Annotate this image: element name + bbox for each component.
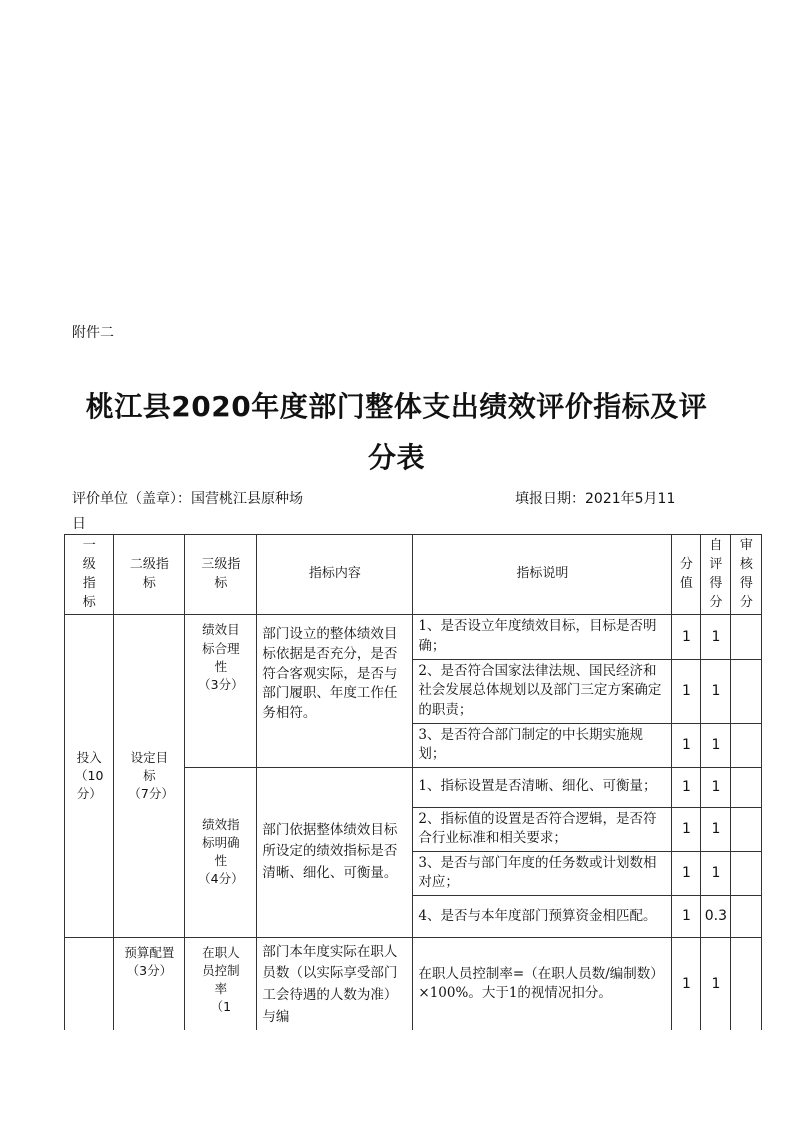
- audit-score-cell: [731, 723, 762, 767]
- desc-cell: 2、指标值的设置是否符合逻辑，是否符合行业标准和相关要求；: [413, 807, 672, 851]
- audit-score-cell: [731, 937, 762, 1030]
- desc-cell: 2、是否符合国家法律法规、国民经济和社会发展总体规划以及部门三定方案确定的职责；: [413, 659, 672, 723]
- self-score-cell: 1: [701, 767, 731, 807]
- self-score-cell: 1: [701, 807, 731, 851]
- sub-name: 在职人员控制率: [202, 944, 240, 997]
- audit-score-cell: [731, 767, 762, 807]
- score-cell: 1: [672, 895, 701, 937]
- desc-cell: 3、是否与部门年度的任务数或计划数相对应；: [413, 851, 672, 895]
- score-cell: 1: [672, 723, 701, 767]
- page-title-cont: 分表: [367, 441, 425, 474]
- sub-score: （3分）: [198, 676, 244, 692]
- self-score-cell: 1: [701, 659, 731, 723]
- audit-score-cell: [731, 615, 762, 659]
- score-cell: 1: [672, 937, 701, 1030]
- page-title: 桃江县2020年度部门整体支出绩效评价指标及评: [85, 390, 708, 423]
- score-cell: 1: [672, 767, 701, 807]
- group-name: 设定目标: [130, 749, 169, 784]
- audit-score-cell: [731, 659, 762, 723]
- self-score-cell: 1: [701, 723, 731, 767]
- audit-score-cell: [731, 851, 762, 895]
- header-level3: 三级指标: [185, 535, 257, 615]
- fill-date: 填报日期：2021年5月11: [515, 491, 676, 507]
- sub-content: 部门设立的整体绩效目标依据是否充分，是否符合客观实际，是否与部门履职、年度工作任务相符。: [257, 615, 413, 767]
- header-self: 自评得分: [701, 535, 731, 615]
- score-cell: 1: [672, 851, 701, 895]
- table-row: [65, 615, 762, 659]
- level1-score: （10分）: [75, 768, 104, 802]
- desc-cell: 在职人员控制率=（在职人员数/编制数）×100%。大于1的视情况扣分。: [413, 937, 672, 1030]
- score-cell: 1: [672, 807, 701, 851]
- attachment-label: 附件二: [72, 325, 114, 341]
- desc-cell: 3、是否符合部门制定的中长期实施规划；: [413, 723, 672, 767]
- group-score: （3分）: [126, 963, 173, 978]
- group-name: 预算配置: [124, 944, 175, 960]
- self-score-cell: 1: [701, 937, 731, 1030]
- header-level2: 二级指标: [114, 535, 185, 615]
- desc-cell: 1、是否设立年度绩效目标，目标是否明确；: [413, 615, 672, 659]
- self-score-cell: 0.3: [701, 895, 731, 937]
- eval-unit: 评价单位（盖章）：国营桃江县原种场: [72, 491, 303, 507]
- sub-content: 部门本年度实际在职人员数（以实际享受部门工会待遇的人数为准）与编: [257, 937, 413, 1030]
- sub-score: （1: [210, 999, 232, 1015]
- header-audit: 审核得分: [731, 535, 762, 615]
- audit-score-cell: [731, 807, 762, 851]
- sub-name: 绩效指标明确性: [202, 817, 240, 869]
- desc-cell: 4、是否与本年度部门预算资金相匹配。: [413, 895, 672, 937]
- sub-content: 部门依据整体绩效目标所设定的绩效指标是否清晰、细化、可衡量。: [257, 767, 413, 937]
- audit-score-cell: [731, 895, 762, 937]
- header-content: 指标内容: [257, 535, 413, 615]
- sub-name: 绩效目标合理性: [202, 622, 240, 674]
- level1-name: 投入: [76, 749, 102, 765]
- self-score-cell: 1: [701, 851, 731, 895]
- header-score: 分值: [672, 535, 701, 615]
- table-row: [65, 937, 762, 1030]
- group-score: （7分）: [128, 786, 174, 802]
- score-cell: 1: [672, 659, 701, 723]
- fill-date-cont: 日: [72, 516, 86, 532]
- sub-score: （4分）: [198, 871, 244, 887]
- self-score-cell: 1: [701, 615, 731, 659]
- score-cell: 1: [672, 615, 701, 659]
- header-desc: 指标说明: [413, 535, 672, 615]
- header-level1: 一级指标: [65, 535, 114, 615]
- header-row: [65, 535, 762, 615]
- desc-cell: 1、指标设置是否清晰、细化、可衡量；: [413, 767, 672, 807]
- score-table: [64, 534, 762, 1030]
